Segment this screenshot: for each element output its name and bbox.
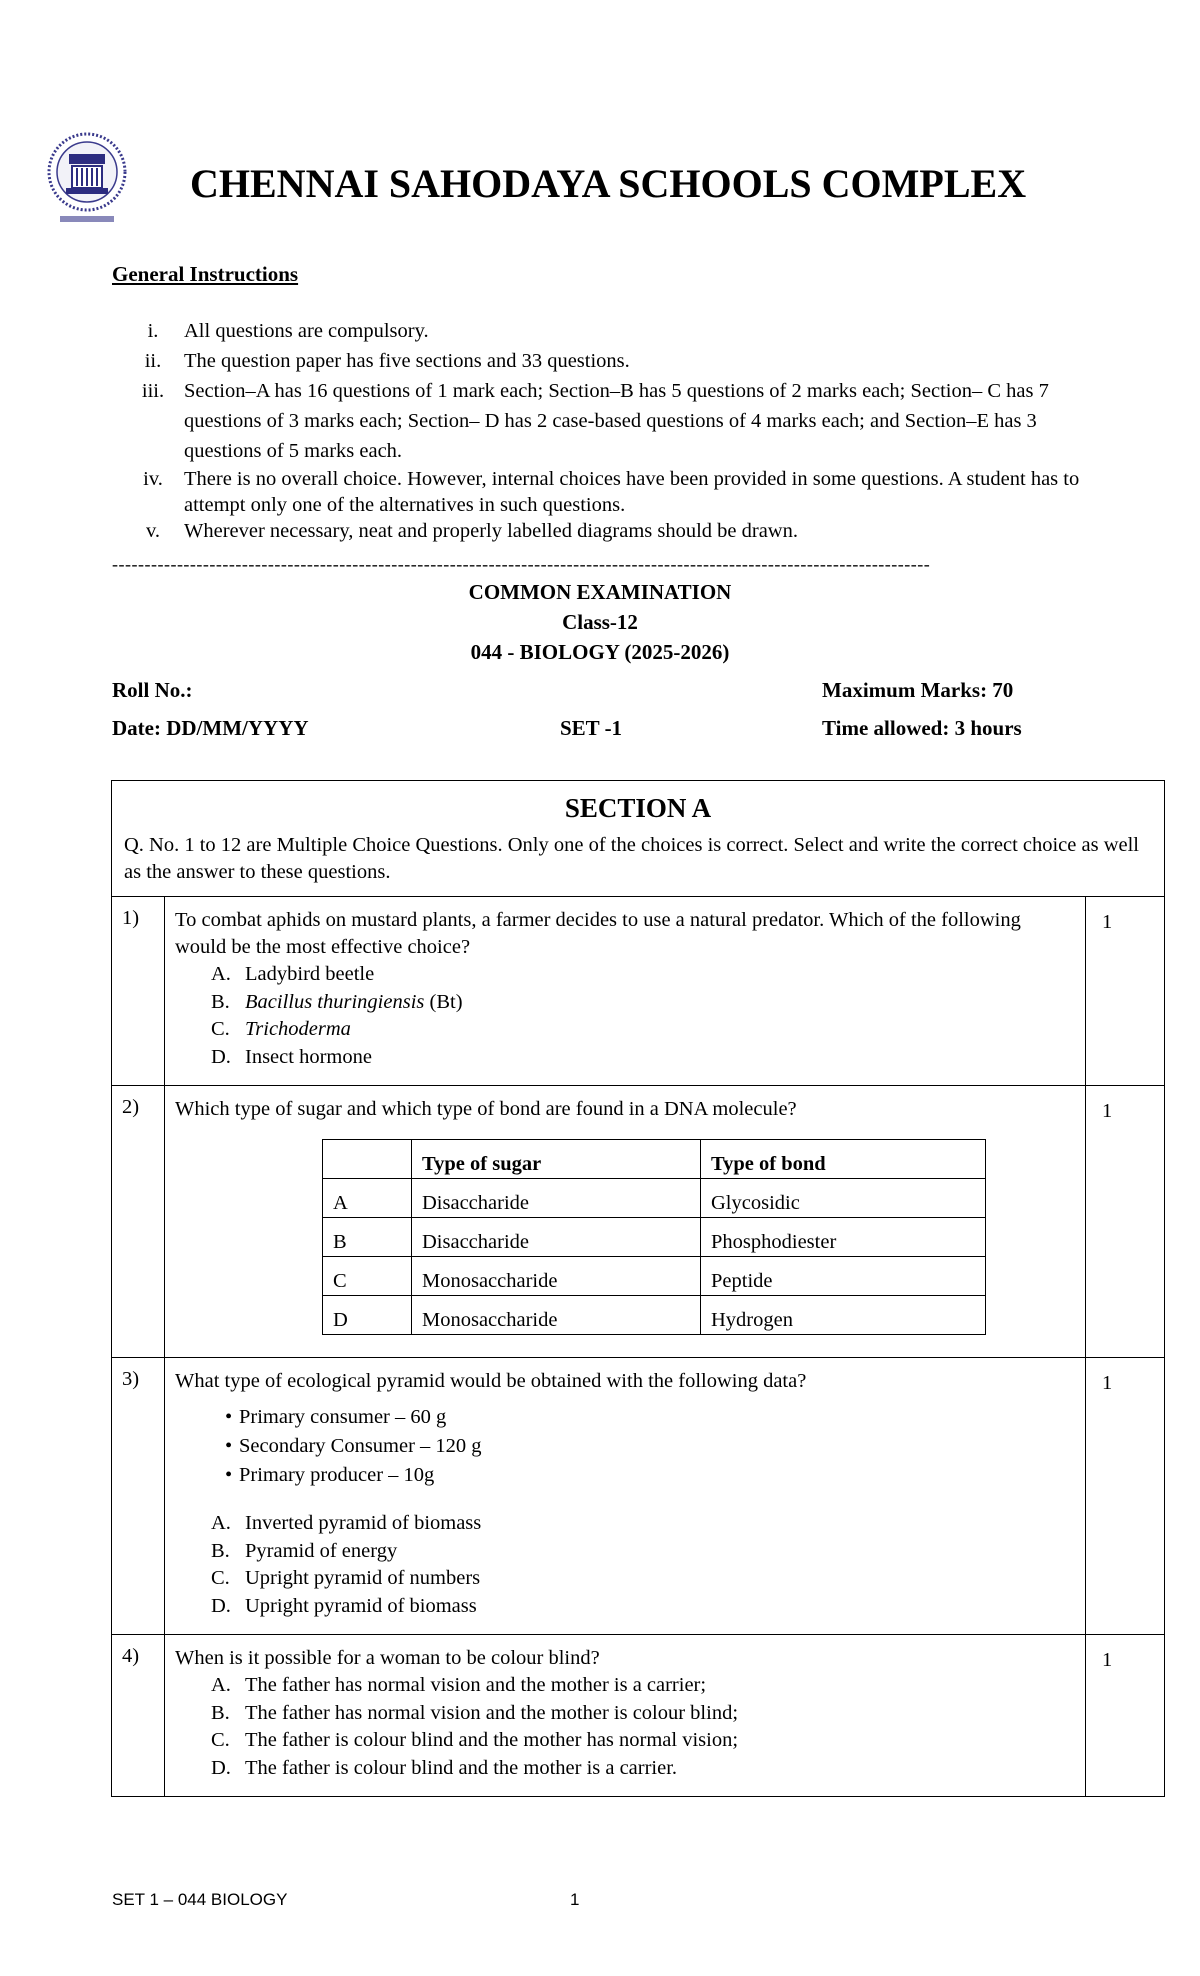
- exam-date: Date: DD/MM/YYYY: [112, 716, 309, 740]
- instructions-list: [112, 316, 1092, 544]
- instruction-number: ii.: [144, 350, 162, 372]
- instruction-text: Section–A has 16 questions of 1 mark each; Section–B has 5 questions of 2 marks each; Section– C has 7 questions of 3 marks each; Section– D has 2 case-based questions of 4 marks each; and Section–E has 3 questions of 5 marks each.: [184, 380, 1049, 462]
- option-item: [175, 1672, 1075, 1700]
- bullet-item: • Secondary Consumer – 120 g: [175, 1432, 1075, 1461]
- section-title: SECTION A: [564, 793, 712, 823]
- question-mark: 1: [1086, 1358, 1165, 1635]
- set-number: SET -1: [560, 716, 623, 740]
- question-number: 2): [112, 1086, 165, 1358]
- instruction-text: The question paper has five sections and 33 questions.: [184, 350, 630, 372]
- question-text: When is it possible for a woman to be colour blind?: [175, 1647, 600, 1669]
- option-item: [175, 1044, 1075, 1072]
- option-text: The father has normal vision and the mother is a carrier;: [245, 1674, 707, 1696]
- question-number: 3): [112, 1358, 165, 1635]
- table-cell: Peptide: [701, 1257, 986, 1296]
- section-note: Q. No. 1 to 12 are Multiple Choice Questions. Only one of the choices is correct. Select and write the correct choice as well as the answer to these questions.: [124, 834, 1140, 883]
- option-item: [175, 1510, 1075, 1538]
- instruction-item: [112, 346, 1092, 376]
- maximum-marks: Maximum Marks: 70: [822, 678, 1014, 702]
- option-text: Bacillus thuringiensis: [245, 990, 425, 1013]
- table-header-cell: Type of sugar: [412, 1140, 701, 1179]
- exam-class: Class-12: [562, 610, 638, 634]
- school-emblem-icon: [44, 132, 130, 228]
- option-label: B.: [211, 990, 230, 1013]
- option-text: The father is colour blind and the mother has normal vision;: [245, 1729, 739, 1751]
- question-mark: 1: [1086, 1086, 1165, 1358]
- table-cell: Disaccharide: [412, 1179, 701, 1218]
- data-bullet-list: [175, 1403, 1075, 1490]
- roll-number-label: Roll No.:: [112, 678, 193, 702]
- option-text: Pyramid of energy: [245, 1539, 398, 1562]
- option-suffix: (Bt): [424, 990, 463, 1013]
- option-text: Trichoderma: [245, 1018, 351, 1040]
- option-text: The father has normal vision and the mother is colour blind;: [245, 1701, 739, 1724]
- option-item: [175, 989, 1075, 1017]
- table-cell: C: [323, 1257, 412, 1296]
- option-label: D.: [211, 1594, 231, 1617]
- option-label: C.: [211, 1567, 230, 1589]
- question-row: [112, 1635, 1165, 1797]
- table-header-cell: [323, 1140, 412, 1179]
- question-body: [165, 1358, 1086, 1635]
- question-number: 4): [112, 1635, 165, 1797]
- sugar-bond-table: [322, 1139, 986, 1335]
- instruction-number: iv.: [143, 468, 163, 490]
- option-label: B.: [211, 1539, 230, 1562]
- option-item: [175, 1700, 1075, 1728]
- table-header-row: [323, 1140, 986, 1179]
- general-instructions-heading: General Instructions: [112, 262, 299, 286]
- table-header-cell: Type of bond: [701, 1140, 986, 1179]
- option-text: Upright pyramid of biomass: [245, 1594, 477, 1617]
- table-cell: Phosphodiester: [701, 1218, 986, 1257]
- question-row: [112, 1358, 1165, 1635]
- section-header-row: [112, 781, 1165, 897]
- table-cell: Disaccharide: [412, 1218, 701, 1257]
- table-cell: Hydrogen: [701, 1296, 986, 1335]
- question-number: 1): [112, 897, 165, 1086]
- option-label: A.: [211, 963, 231, 985]
- question-text: What type of ecological pyramid would be obtained with the following data?: [175, 1370, 807, 1392]
- school-title: CHENNAI SAHODAYA SCHOOLS COMPLEX: [190, 161, 1027, 206]
- option-item: [175, 1538, 1075, 1566]
- option-item: [175, 1755, 1075, 1783]
- options-list: [175, 961, 1075, 1071]
- question-text: To combat aphids on mustard plants, a farmer decides to use a natural predator. Which of the following would be the most effective choice?: [175, 909, 1021, 958]
- instruction-item: [112, 466, 1092, 518]
- table-cell: Glycosidic: [701, 1179, 986, 1218]
- option-label: C.: [211, 1018, 230, 1040]
- question-row: [112, 1086, 1165, 1358]
- table-cell: Monosaccharide: [412, 1296, 701, 1335]
- question-body: [165, 897, 1086, 1086]
- footer-set-label: SET 1 – 044 BIOLOGY: [112, 1890, 288, 1909]
- table-row: [323, 1296, 986, 1335]
- option-item: [175, 1593, 1075, 1621]
- table-cell: D: [323, 1296, 412, 1335]
- question-mark: 1: [1086, 1635, 1165, 1797]
- time-allowed: Time allowed: 3 hours: [822, 716, 1022, 740]
- question-body: [165, 1635, 1086, 1797]
- option-item: [175, 1016, 1075, 1044]
- question-text: Which type of sugar and which type of bond are found in a DNA molecule?: [175, 1098, 797, 1120]
- option-text: Ladybird beetle: [245, 963, 375, 985]
- bullet-item: • Primary producer – 10g: [175, 1461, 1075, 1490]
- options-list: [175, 1510, 1075, 1620]
- exam-subject: 044 - BIOLOGY (2025-2026): [470, 640, 730, 664]
- instruction-item: [112, 316, 1092, 346]
- instruction-item: [112, 518, 1092, 544]
- option-label: A.: [211, 1674, 231, 1696]
- option-label: D.: [211, 1756, 231, 1779]
- option-item: [175, 1727, 1075, 1755]
- dashed-divider: ------------------------------------------------------------------------------------------------------------------------------: [112, 554, 931, 574]
- question-paper-table: [111, 780, 1165, 1797]
- exam-title: COMMON EXAMINATION: [468, 580, 732, 604]
- option-label: D.: [211, 1045, 231, 1068]
- instruction-text: There is no overall choice. However, internal choices have been provided in some questions. A student has to attempt only one of the alternatives in such questions.: [184, 468, 1080, 516]
- footer-page-number: 1: [570, 1890, 580, 1909]
- instruction-number: v.: [145, 520, 161, 542]
- question-mark: 1: [1086, 897, 1165, 1086]
- instruction-number: iii.: [141, 380, 165, 402]
- table-row: [323, 1179, 986, 1218]
- table-cell: Monosaccharide: [412, 1257, 701, 1296]
- table-cell: A: [323, 1179, 412, 1218]
- option-label: A.: [211, 1512, 231, 1534]
- instruction-number: i.: [147, 320, 159, 342]
- option-label: C.: [211, 1729, 230, 1751]
- table-cell: B: [323, 1218, 412, 1257]
- table-row: [323, 1218, 986, 1257]
- question-row: [112, 897, 1165, 1086]
- instruction-item: [112, 376, 1092, 466]
- option-item: [175, 961, 1075, 989]
- option-text: Upright pyramid of numbers: [245, 1567, 481, 1589]
- bullet-item: • Primary consumer – 60 g: [175, 1403, 1075, 1432]
- option-item: [175, 1565, 1075, 1593]
- option-label: B.: [211, 1701, 230, 1724]
- options-list: [175, 1672, 1075, 1782]
- instruction-text: Wherever necessary, neat and properly labelled diagrams should be drawn.: [184, 520, 798, 542]
- table-row: [323, 1257, 986, 1296]
- option-text: Insect hormone: [245, 1045, 372, 1068]
- option-text: The father is colour blind and the mother is a carrier.: [245, 1756, 678, 1779]
- option-text: Inverted pyramid of biomass: [245, 1512, 482, 1534]
- question-body: [165, 1086, 1086, 1358]
- instruction-text: All questions are compulsory.: [184, 320, 429, 342]
